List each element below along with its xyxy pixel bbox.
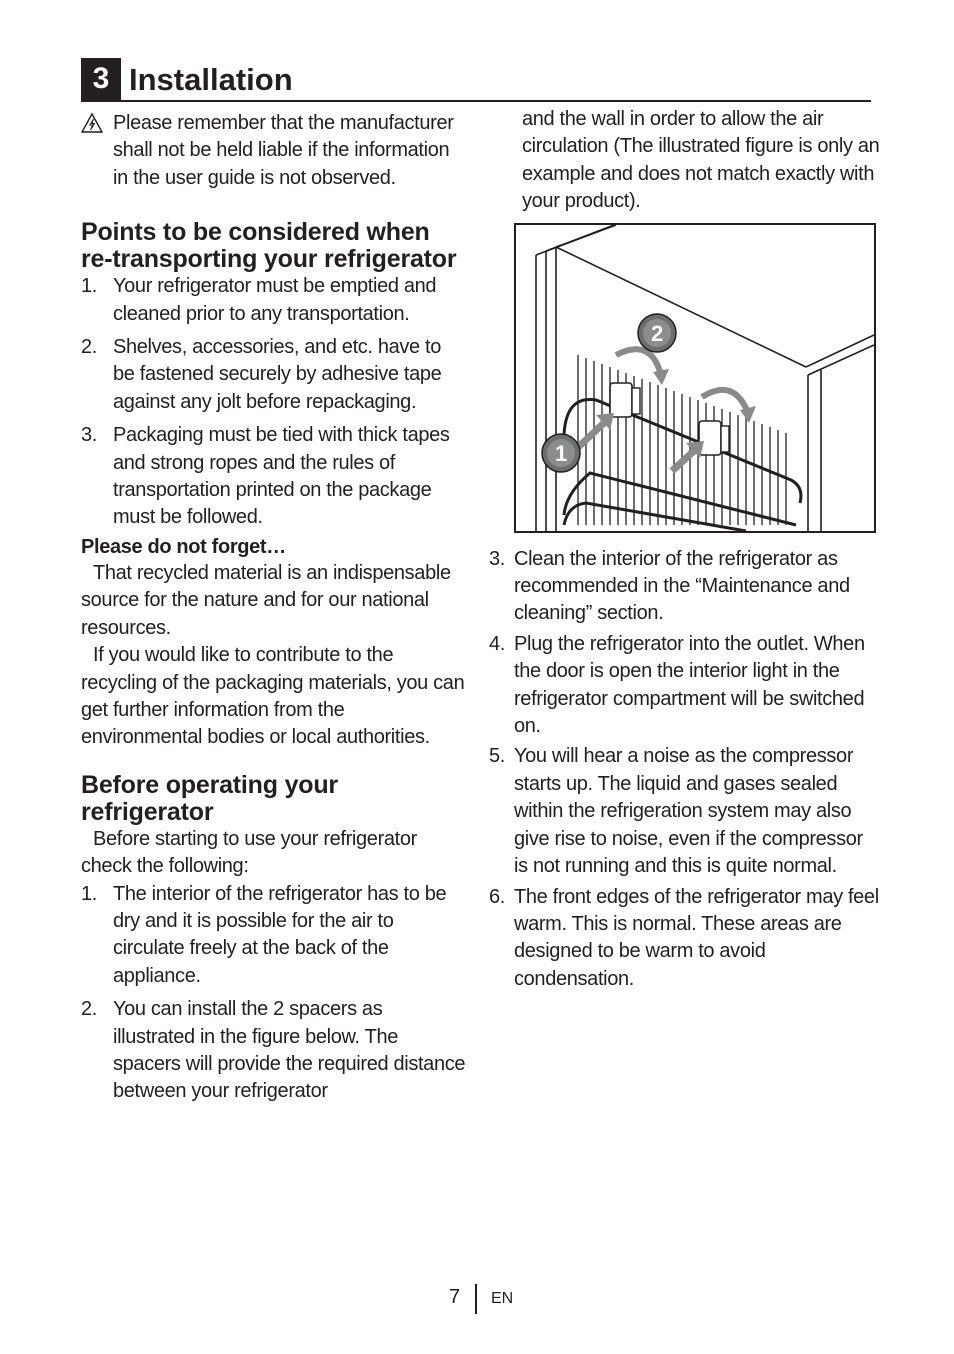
item-number: 4. bbox=[489, 632, 505, 655]
before-intro: Before starting to use your refrigerator check the following: bbox=[81, 827, 417, 878]
list-item bbox=[81, 422, 466, 532]
item-number: 2. bbox=[81, 998, 97, 1021]
item-number: 5. bbox=[489, 745, 505, 768]
item-text: The front edges of the refrigerator may feel warm. This is normal. These areas are designed to be warm to avoid condensation. bbox=[514, 885, 879, 990]
item-number: 1. bbox=[81, 882, 97, 905]
page-footer bbox=[0, 1284, 954, 1314]
forget-paragraph-2: If you would like to contribute to the recycling of the packaging materials, you can get further information from the environmental bodies or local authorities. bbox=[81, 644, 465, 749]
item-text: Packaging must be tied with thick tapes and strong ropes and the rules of transportation printed on the package must be followed. bbox=[113, 424, 450, 529]
step-1-label: 1 bbox=[555, 440, 567, 466]
retransport-heading: Points to be considered when re-transporting your refrigerator bbox=[81, 218, 457, 274]
language-code: EN bbox=[491, 1290, 514, 1307]
item-text: You will hear a noise as the compressor starts up. The liquid and gases sealed within the refrigeration system may also give rise to noise, even if the compressor is not running and this is quite normal. bbox=[514, 745, 863, 878]
item-number: 3. bbox=[81, 424, 97, 447]
before-heading: Before operating your refrigerator bbox=[81, 770, 338, 826]
list-item bbox=[489, 631, 881, 741]
forget-paragraph-1: That recycled material is an indispensable source for the nature and for our national resources. bbox=[81, 561, 451, 639]
insert-arrow-icon bbox=[672, 441, 704, 471]
list-item bbox=[489, 743, 881, 880]
list-item bbox=[489, 884, 881, 994]
step-2-label: 2 bbox=[651, 320, 663, 346]
spacer-icon bbox=[699, 421, 729, 455]
right-column bbox=[489, 106, 881, 993]
item-number: 3. bbox=[489, 547, 505, 570]
warning-icon bbox=[81, 112, 103, 134]
item-text: You can install the 2 spacers as illustrated in the figure below. The spacers will provide the required distance between your refrigerator bbox=[113, 998, 466, 1103]
item-number: 1. bbox=[81, 275, 97, 298]
before-list bbox=[81, 881, 466, 1106]
list-item bbox=[81, 881, 466, 991]
footer-divider bbox=[475, 1284, 477, 1314]
before-list-continued bbox=[489, 546, 881, 994]
spacer-icon bbox=[610, 383, 640, 417]
warning-text: Please remember that the manufacturer shall not be held liable if the information in the user guide is not observed. bbox=[113, 112, 454, 189]
forget-heading: Please do not forget… bbox=[81, 535, 286, 558]
spacer-illustration bbox=[516, 225, 874, 531]
spacer-installation-figure bbox=[514, 223, 876, 533]
item-text: Plug the refrigerator into the outlet. When the door is open the interior light in the refrigerator compartment will be switched on. bbox=[514, 632, 865, 738]
page-number: 7 bbox=[449, 1286, 461, 1308]
warning-note bbox=[81, 110, 466, 192]
section-title: Installation bbox=[129, 62, 293, 97]
section-header bbox=[81, 58, 871, 102]
item-text: Clean the interior of the refrigerator as recommended in the “Maintenance and cleaning” section. bbox=[514, 547, 850, 625]
rotate-arrow-icon bbox=[702, 389, 756, 422]
step-2-badge bbox=[638, 314, 676, 352]
item-text: Shelves, accessories, and etc. have to be fastened securely by adhesive tape against any jolt before repackaging. bbox=[113, 336, 442, 413]
list-item bbox=[81, 996, 466, 1106]
item-number: 2. bbox=[81, 336, 97, 359]
list-item bbox=[81, 273, 466, 328]
item-text: Your refrigerator must be emptied and cleaned prior to any transportation. bbox=[113, 275, 437, 325]
step-1-badge bbox=[542, 434, 580, 472]
item-number: 6. bbox=[489, 885, 505, 908]
left-column bbox=[81, 110, 466, 1106]
section-number: 3 bbox=[81, 58, 121, 100]
retransport-list bbox=[81, 273, 466, 532]
item-2-continuation: and the wall in order to allow the air circulation (The illustrated figure is only an example and does not match exactly with your product). bbox=[522, 108, 880, 213]
list-item bbox=[81, 334, 466, 416]
item-text: The interior of the refrigerator has to be dry and it is possible for the air to circulate freely at the back of the appliance. bbox=[113, 882, 447, 987]
condenser-grill bbox=[578, 355, 786, 525]
list-item bbox=[489, 546, 881, 628]
